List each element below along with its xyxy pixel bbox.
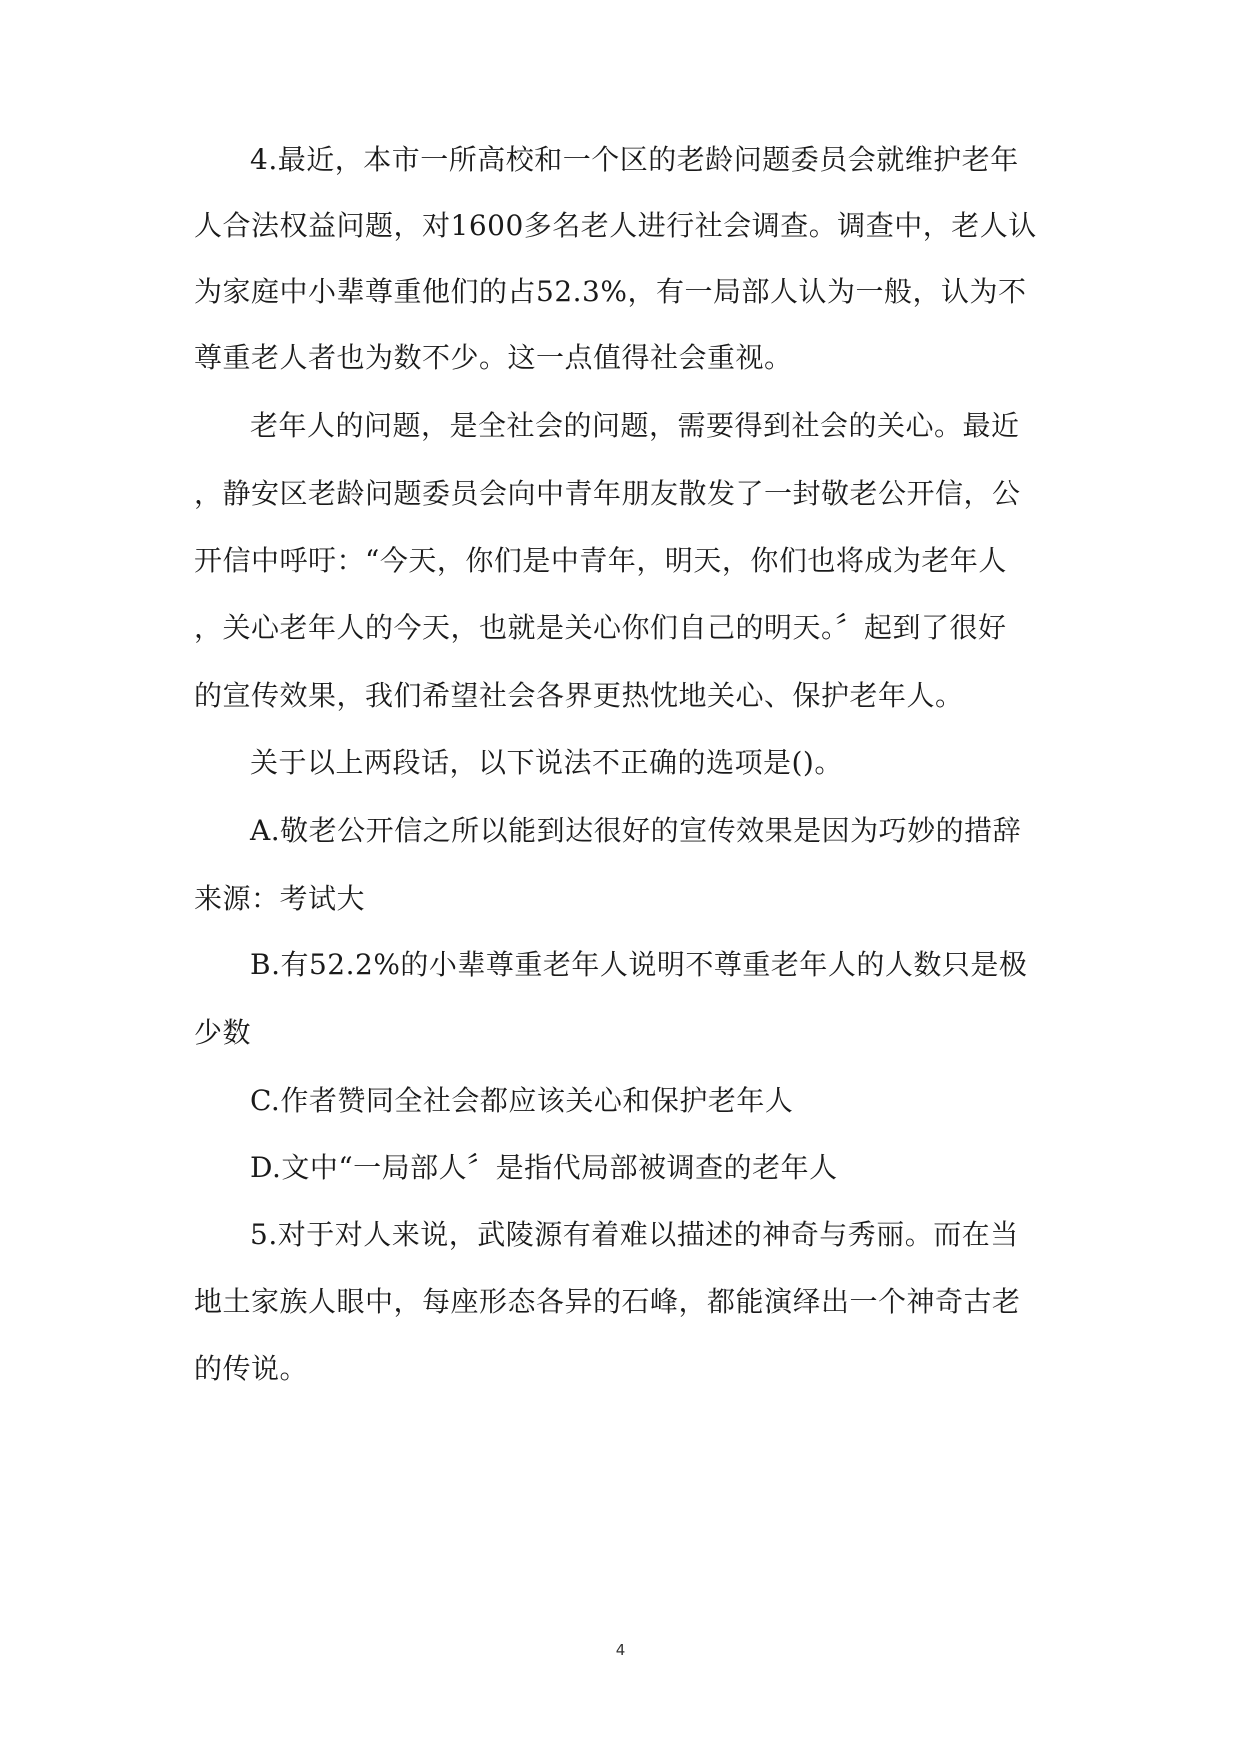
paragraph-line: 5.对于对人来说，武陵源有着难以描述的神奇与秀丽。而在当 [250, 1218, 1019, 1251]
option-d: D.文中“一局部人〞是指代局部被调查的老年人 [250, 1151, 838, 1184]
option-b: B.有52.2%的小辈尊重老年人说明不尊重老年人的人数只是极 [250, 948, 1028, 981]
paragraph-line: 尊重老人者也为数不少。这一点值得社会重视。 [194, 341, 793, 374]
source-note: 来源：考试大 [194, 882, 366, 915]
paragraph-line: 人合法权益问题，对1600多名老人进行社会调查。调查中，老人认 [194, 209, 1037, 242]
paragraph-line: 开信中呼吁：“今天，你们是中青年，明天，你们也将成为老年人 [194, 544, 1007, 577]
paragraph-line: 老年人的问题，是全社会的问题，需要得到社会的关心。最近 [250, 409, 1020, 442]
paragraph-line: 地土家族人眼中，每座形态各异的石峰，都能演绎出一个神奇古老 [194, 1285, 1021, 1318]
paragraph-line: ，静安区老龄问题委员会向中青年朋友散发了一封敬老公开信，公 [194, 477, 1021, 510]
option-c: C.作者赞同全社会都应该关心和保护老年人 [250, 1084, 794, 1117]
question-stem: 关于以上两段话，以下说法不正确的选项是()。 [250, 746, 843, 779]
paragraph-line: 4.最近，本市一所高校和一个区的老龄问题委员会就维护老年 [250, 143, 1019, 176]
paragraph-line: 为家庭中小辈尊重他们的占52.3%，有一局部人认为一般，认为不 [194, 275, 1027, 308]
paragraph-line: ，关心老年人的今天，也就是关心你们自己的明天。〞起到了很好 [194, 611, 1007, 644]
paragraph-line: 的宣传效果，我们希望社会各界更热忱地关心、保护老年人。 [194, 679, 964, 712]
option-a: A.敬老公开信之所以能到达很好的宣传效果是因为巧妙的措辞 [250, 814, 1022, 847]
page-number: 4 [615, 1641, 626, 1659]
option-b-continued: 少数 [194, 1016, 252, 1049]
paragraph-line: 的传说。 [194, 1352, 309, 1385]
